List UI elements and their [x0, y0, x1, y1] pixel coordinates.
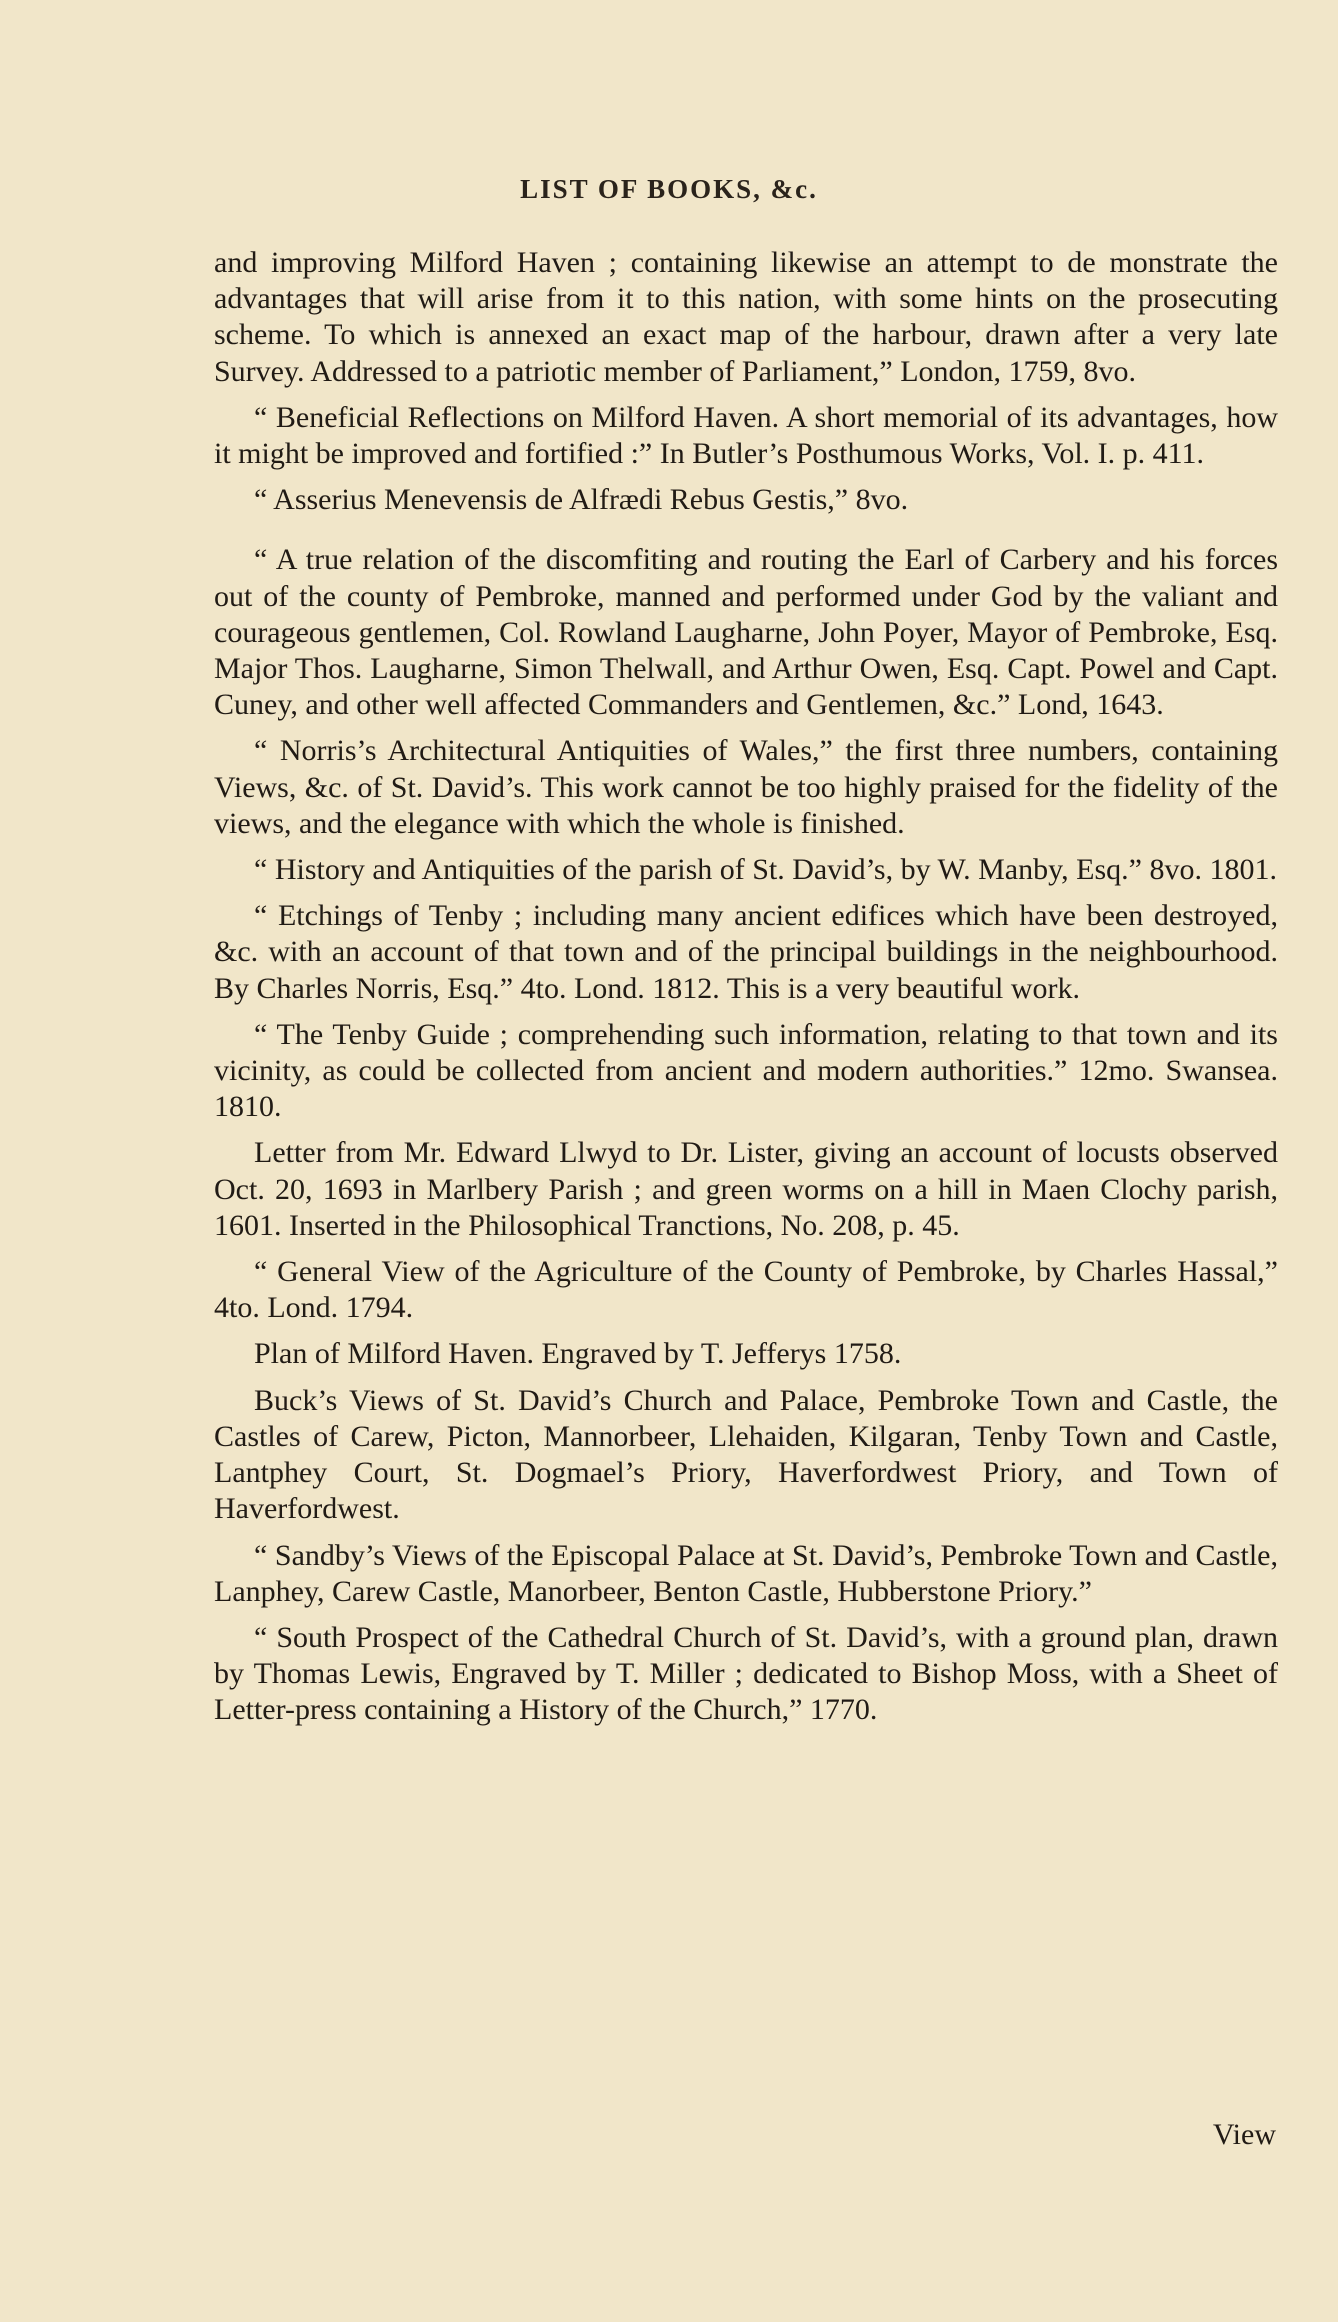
- bibliography-entry: and improving Milford Haven ; containing likewise an attempt to de monstrate the advantages that will arise from it to this nation, with some hints on the prosecuting scheme. To which is annexed an exact map of the harbour, drawn after a very late Survey. Addressed to a patriotic member of Parliament,” London, 1759, 8vo.: [214, 246, 1278, 388]
- bibliography-entry: “ General View of the Agriculture of the County of Pembroke, by Charles Hassal,” 4to. Lond. 1794.: [214, 1255, 1278, 1325]
- bibliography-entry: “ Sandby’s Views of the Episcopal Palace at St. David’s, Pembroke Town and Castle, Lanphey, Carew Castle, Manorbeer, Benton Castle, Hubberstone Priory.”: [214, 1538, 1278, 1608]
- bibliography-entry: “ Norris’s Architectural Antiquities of Wales,” the first three numbers, containing Views, &c. of St. David’s. This work cannot be too highly praised for the fidelity of the views, and the elegance with which the whole is finished.: [214, 734, 1278, 840]
- catchword: View: [1212, 2118, 1276, 2151]
- bibliography-entry: Plan of Milford Haven. Engraved by T. Jefferys 1758.: [254, 1337, 902, 1371]
- bibliography-entry: “ The Tenby Guide ; comprehending such information, relating to that town and its vicinity, as could be collected from ancient and modern authorities.” 12mo. Swansea. 1810.: [214, 1017, 1278, 1124]
- bibliography-list: [214, 245, 1278, 1739]
- bibliography-entry: Buck’s Views of St. David’s Church and Palace, Pembroke Town and Castle, the Castles of Carew, Picton, Mannorbeer, Llehaiden, Kilgaran, Tenby Town and Castle, Lantphey Court, St. Dogmael’s Priory, Haverfordwest Priory, and Town of Haverfordwest.: [214, 1383, 1278, 1526]
- bibliography-entry: “ Etchings of Tenby ; including many ancient edifices which have been destroyed, &c. with an account of that town and of the principal buildings in the neighbourhood. By Charles Norris, Esq.” 4to. Lond. 1812. This is a very beautiful work.: [214, 899, 1278, 1005]
- bibliography-entry: “ History and Antiquities of the parish of St. David’s, by W. Manby, Esq.” 8vo. 1801.: [254, 853, 1277, 887]
- bibliography-entry: “ Beneficial Reflections on Milford Haven. A short memorial of its advantages, how it might be improved and fortified :” In Butler’s Posthumous Works, Vol. I. p. 411.: [214, 400, 1278, 471]
- bibliography-entry: “ Asserius Menevensis de Alfrædi Rebus Gestis,” 8vo.: [254, 483, 909, 517]
- bibliography-entry: Letter from Mr. Edward Llwyd to Dr. Lister, giving an account of locusts observed Oct. 20, 1693 in Marlbery Parish ; and green worms on a hill in Maen Clochy parish, 1601. Inserted in the Philosophical Tranctions, No. 208, p. 45.: [214, 1136, 1278, 1242]
- bibliography-entry: “ A true relation of the discomfiting and routing the Earl of Carbery and his forces out of the county of Pembroke, manned and performed under God by the valiant and courageous gentlemen, Col. Rowland Laugharne, John Poyer, Mayor of Pembroke, Esq. Major Thos. Laugharne, Simon Thelwall, and Arthur Owen, Esq. Capt. Powel and Capt. Cuney, and other well affected Commanders and Gentlemen, &c.” Lond, 1643.: [214, 543, 1278, 722]
- bibliography-entry: “ South Prospect of the Cathedral Church of St. David’s, with a ground plan, drawn by Thomas Lewis, Engraved by T. Miller ; dedicated to Bishop Moss, with a Sheet of Letter-press containing a History of the Church,” 1770.: [214, 1620, 1278, 1727]
- running-head: LIST OF BOOKS, &c.: [520, 174, 818, 204]
